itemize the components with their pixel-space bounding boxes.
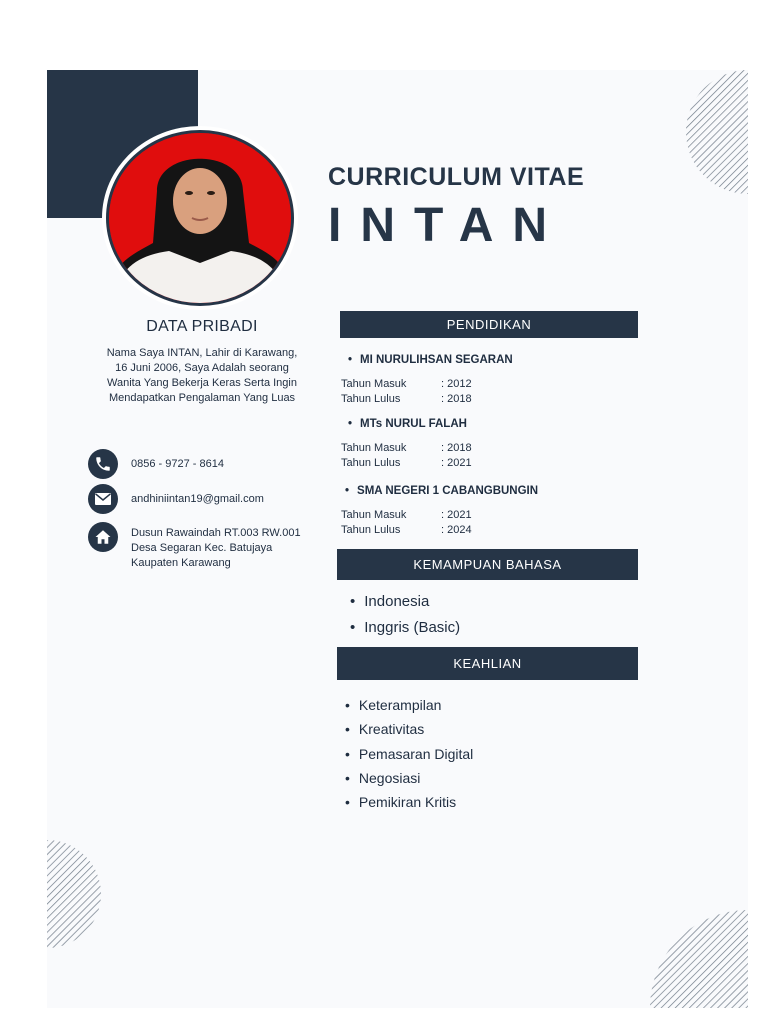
school-name: • MTs NURUL FALAH bbox=[348, 418, 467, 430]
data-pribadi-title: DATA PRIBADI bbox=[146, 318, 258, 335]
bahasa-list bbox=[350, 589, 460, 641]
list-item: • Indonesia bbox=[350, 589, 460, 615]
year-row: Tahun Masuk : 2021 bbox=[341, 509, 472, 521]
address-line: Kaupaten Karawang bbox=[131, 557, 231, 569]
list-item: • Inggris (Basic) bbox=[350, 615, 460, 641]
phone-number[interactable]: 0856 - 9727 - 8614 bbox=[131, 458, 224, 470]
year-row: Tahun Lulus : 2024 bbox=[341, 524, 472, 536]
hatch-circle-bottom-left bbox=[47, 840, 111, 948]
cv-name: INTAN bbox=[328, 199, 567, 252]
hatch-circle-top-right bbox=[680, 70, 748, 194]
address-line: Desa Segaran Kec. Batujaya bbox=[131, 542, 273, 554]
school-name: • SMA NEGERI 1 CABANGBUNGIN bbox=[345, 485, 538, 497]
year-row: Tahun Masuk : 2012 bbox=[341, 378, 472, 390]
contact-email bbox=[88, 484, 264, 514]
cv-subtitle: CURRICULUM VITAE bbox=[328, 163, 585, 191]
home-icon bbox=[88, 522, 118, 552]
list-item: • Pemikiran Kritis bbox=[345, 790, 473, 814]
pendidikan-header: PENDIDIKAN bbox=[340, 311, 638, 338]
profile-photo bbox=[106, 130, 294, 306]
phone-icon bbox=[88, 449, 118, 479]
list-item: • Pemasaran Digital bbox=[345, 742, 473, 766]
year-row: Tahun Lulus : 2021 bbox=[341, 457, 472, 469]
list-item: • Kreativitas bbox=[345, 717, 473, 741]
bahasa-header: KEMAMPUAN BAHASA bbox=[337, 549, 638, 580]
year-row: Tahun Masuk : 2018 bbox=[341, 442, 472, 454]
contact-phone bbox=[88, 449, 224, 479]
contact-address bbox=[88, 522, 301, 571]
keahlian-list bbox=[345, 693, 473, 814]
year-row: Tahun Lulus : 2018 bbox=[341, 393, 472, 405]
address-line: Dusun Rawaindah RT.003 RW.001 bbox=[131, 527, 301, 539]
mail-icon bbox=[88, 484, 118, 514]
keahlian-header: KEAHLIAN bbox=[337, 647, 638, 680]
hatch-circle-bottom-right bbox=[610, 910, 748, 1008]
data-pribadi-description: Nama Saya INTAN, Lahir di Karawang, 16 Juni 2006, Saya Adalah seorang Wanita Yang Bekerja Keras Serta Ingin Mendapatkan Pengalaman Yang Luas bbox=[106, 347, 298, 404]
email-address[interactable]: andhiniintan19@gmail.com bbox=[131, 493, 264, 505]
list-item: • Keterampilan bbox=[345, 693, 473, 717]
school-name: • MI NURULIHSAN SEGARAN bbox=[348, 354, 513, 366]
list-item: • Negosiasi bbox=[345, 766, 473, 790]
